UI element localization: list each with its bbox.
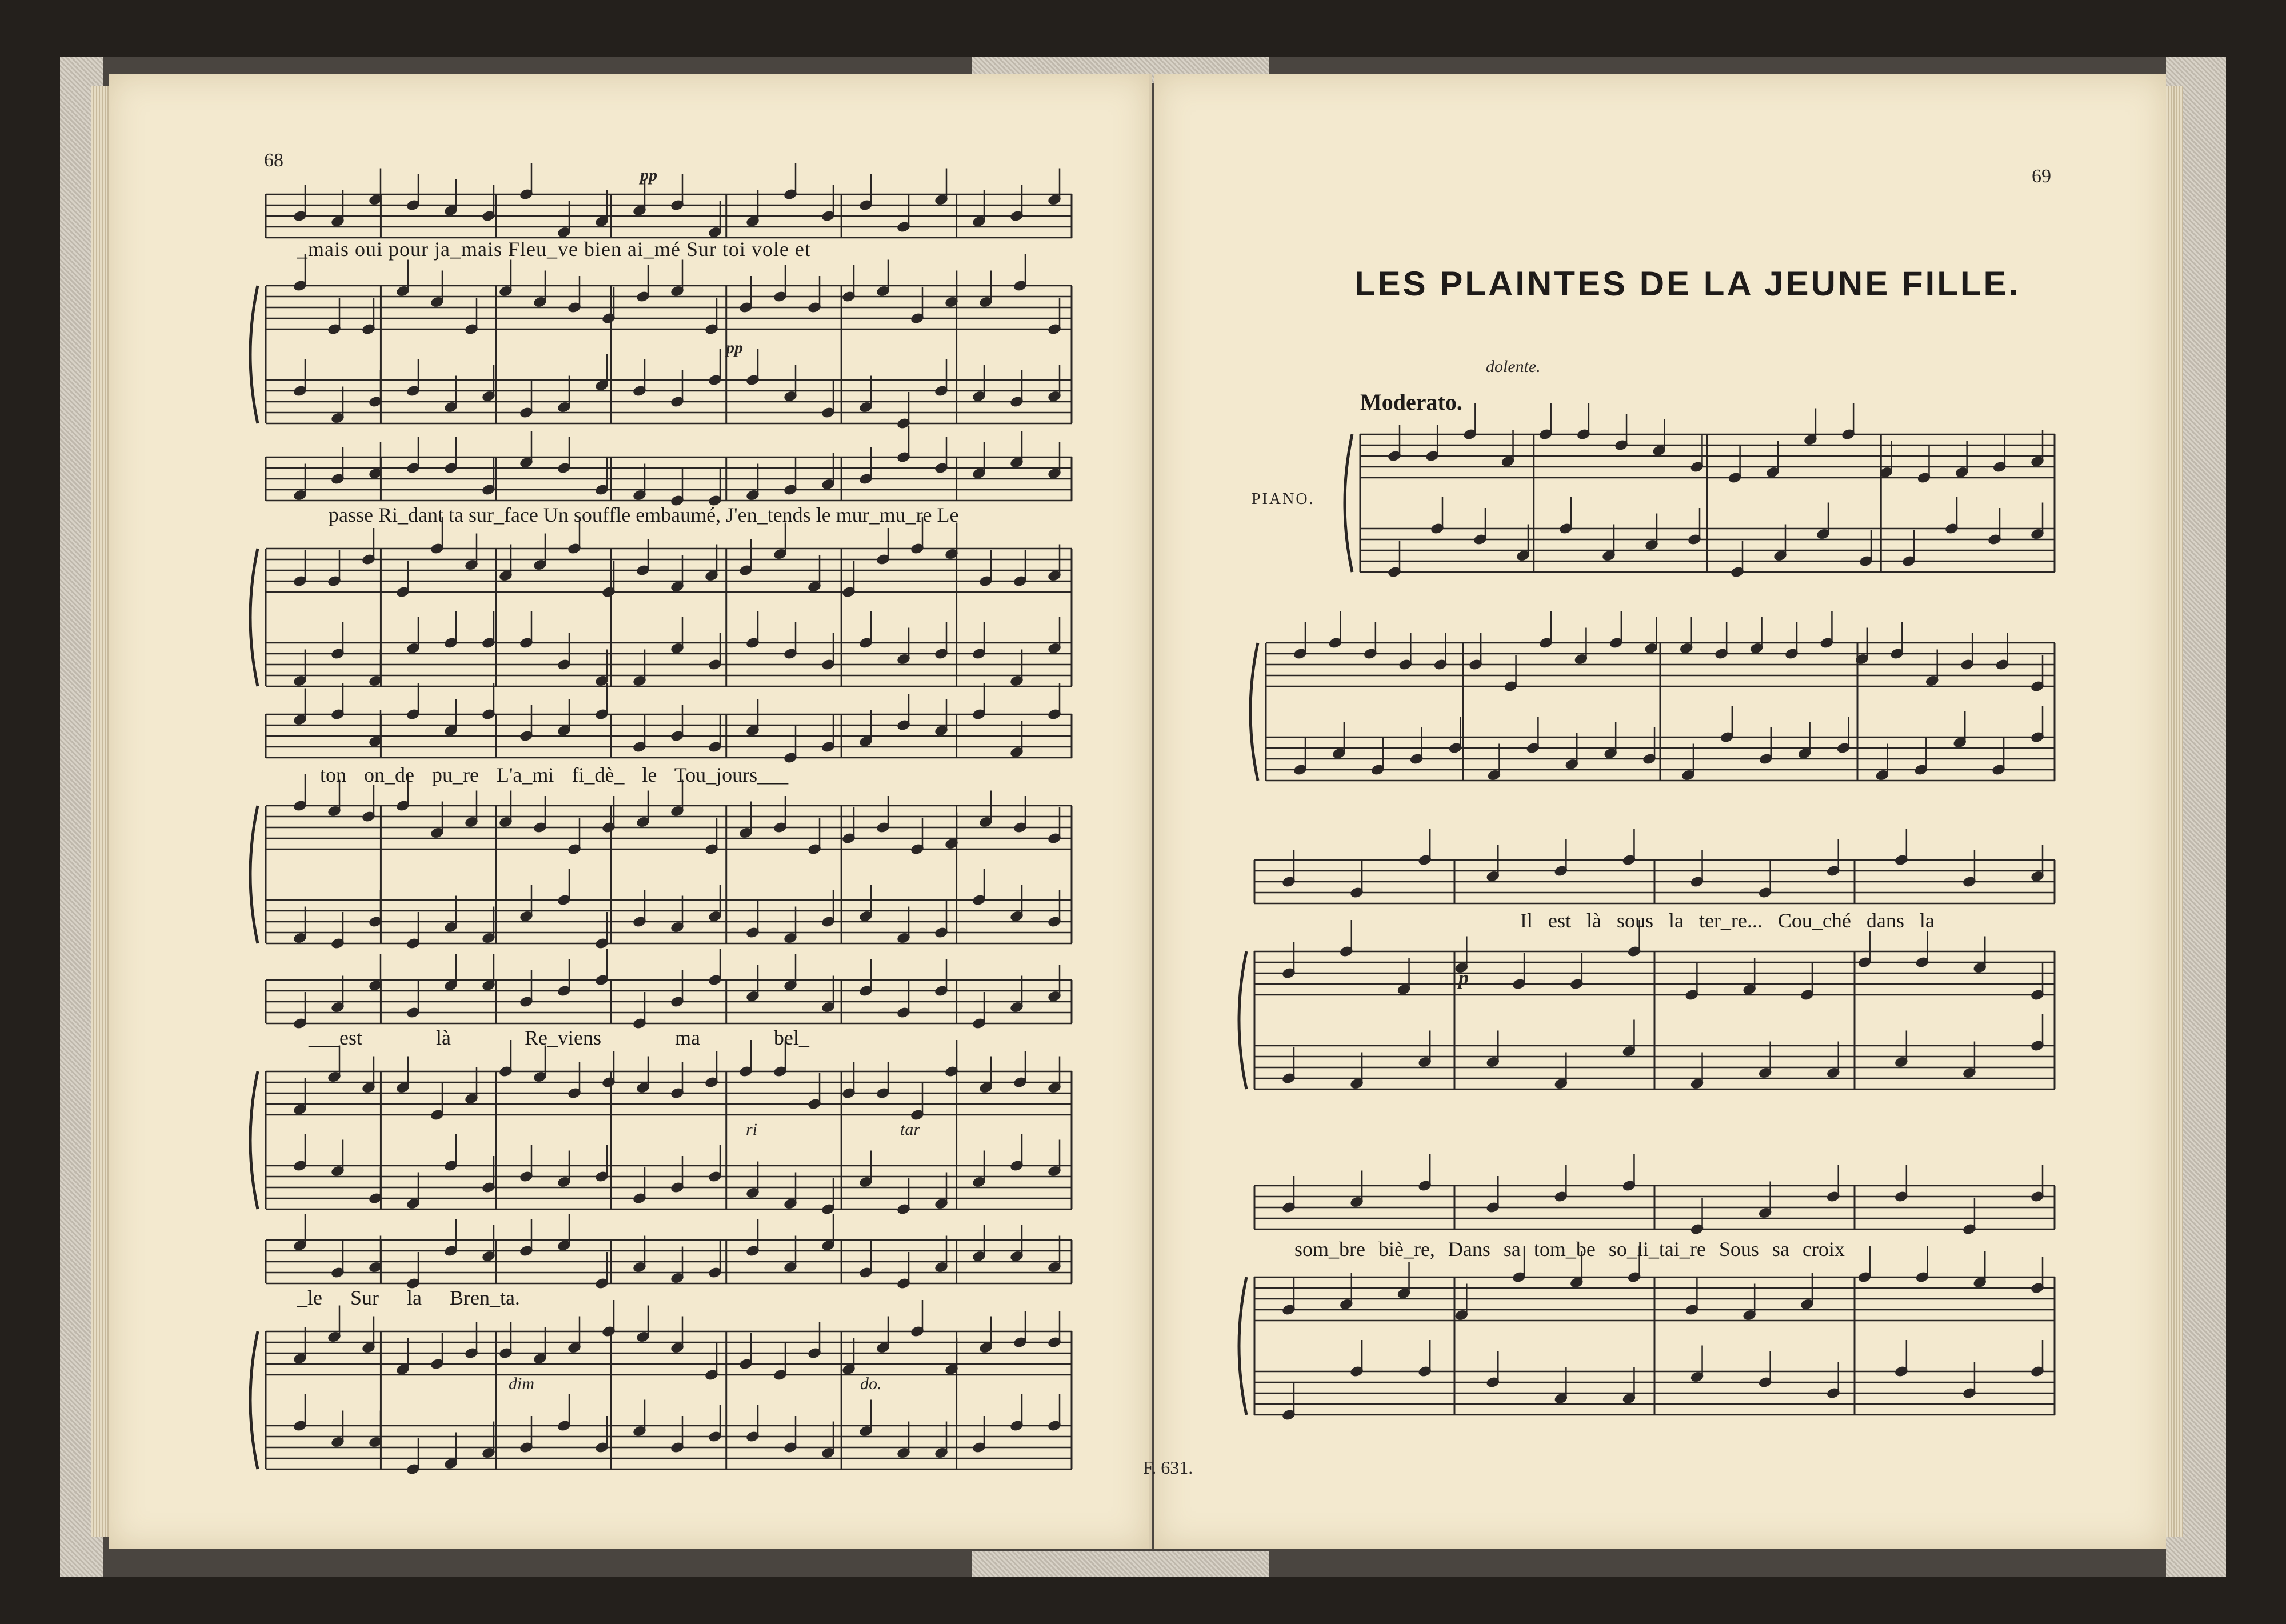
tempo-marking: Moderato. [1360, 389, 1462, 415]
brace [250, 1071, 258, 1209]
lyric-line-2: passe Ri_dant ta sur_face Un souffle embaumé, J'en_tends le mur_mu_re Le [329, 503, 959, 526]
brace [1345, 434, 1352, 572]
page-number-right: 69 [2032, 166, 2051, 187]
lyric-line-right-1: Il est là sous la ter_re... Cou_ché dans la [1520, 909, 1935, 932]
instrument-label: PIANO. [1252, 490, 1315, 508]
dynamic-pp: pp [640, 166, 657, 185]
lyric-line-right-2: som_bre biè_re, Dans sa tom_be so_li_tai_re Sous sa croix [1294, 1238, 1845, 1261]
brace [250, 806, 258, 943]
dynamic-tar: tar [900, 1120, 921, 1139]
lyric-line-4: ___est là Re_viens ma bel_ [309, 1026, 809, 1049]
dynamic-pp-piano: pp [726, 338, 743, 357]
lyric-line-1: _mais oui pour ja_mais Fleu_ve bien ai_mé Sur toi vole et [297, 238, 811, 261]
brace [250, 549, 258, 686]
page-number-left: 68 [264, 150, 283, 171]
piece-title: LES PLAINTES DE LA JEUNE FILLE. [1354, 265, 2021, 303]
brace [1250, 643, 1258, 781]
plate-number: F. 631. [1143, 1457, 1193, 1478]
lyric-line-5: _le Sur la Bren_ta. [297, 1286, 520, 1309]
dynamic-p: p [1458, 966, 1469, 989]
brace [250, 1331, 258, 1469]
dynamic-dim: dim [509, 1374, 534, 1393]
dynamic-ri: ri [746, 1120, 758, 1139]
dynamic-do: do. [860, 1374, 882, 1393]
brace [1239, 1277, 1246, 1415]
lyric-line-3: ton on_de pu_re L'a_mi fi_dè_ le Tou_jours___ [320, 763, 789, 786]
expression-dolente: dolente. [1486, 357, 1541, 376]
brace [250, 286, 258, 423]
brace [1239, 951, 1246, 1089]
